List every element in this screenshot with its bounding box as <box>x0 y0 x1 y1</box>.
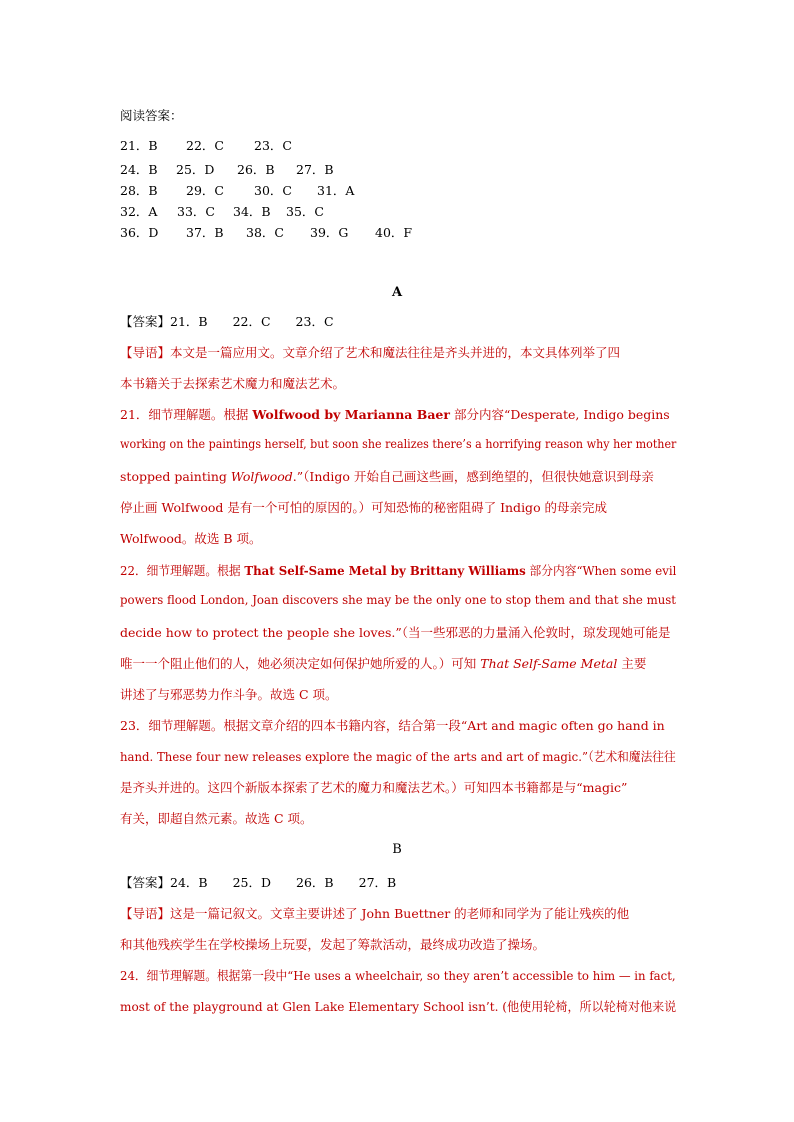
answer-item: 27．B <box>296 162 334 177</box>
answer-row <box>120 181 354 199</box>
answer-item: 36．D <box>120 225 159 240</box>
section-a-answer: 【答案】21．B 22．C 23．C <box>120 314 334 329</box>
q21-text: 21．细节理解题。根据 <box>120 407 253 422</box>
q22-book-title: That Self-Same Metal by Brittany Williams <box>244 563 526 578</box>
answer-item: 21．B <box>120 138 158 153</box>
q24-line: most of the playground at Glen Lake Elementary School isn’t. (他使用轮椅，所以轮椅对他来说 <box>120 999 677 1014</box>
answer-item: 31．A <box>317 183 355 198</box>
answer-item: 32．A <box>120 204 158 219</box>
answer-item: 29．C <box>186 183 224 198</box>
q22-line: 讲述了与邪恶势力作斗争。故选 C 项。 <box>120 687 338 702</box>
section-b-guide-line: 和其他残疾学生在学校操场上玩耍，发起了筹款活动，最终成功改造了操场。 <box>120 937 546 952</box>
section-a-heading: A <box>391 285 403 300</box>
q23-line: 是齐头并进的。这四个新版本探索了艺术的魔力和魔法艺术。）可知四本书籍都是与“magic” <box>120 780 628 795</box>
answer-row <box>120 160 334 178</box>
answers-title: 阅读答案： <box>120 108 183 123</box>
answer-item: 23．C <box>254 138 292 153</box>
q23-line: 23．细节理解题。根据文章介绍的四本书籍内容，结合第一段“Art and magic often go hand in <box>120 718 665 733</box>
section-b-heading: B <box>392 842 402 857</box>
q22-line <box>120 561 676 579</box>
answer-item: 37．B <box>186 225 224 240</box>
q21-text: stopped painting <box>120 469 231 484</box>
q22-line: powers flood London, Joan discovers she may be the only one to stop them and that she must <box>120 592 677 607</box>
answer-item: 28．B <box>120 183 158 198</box>
section-a-guide-line: 【导语】本文是一篇应用文。文章介绍了艺术和魔法往往是齐头并进的，本文具体列举了四 <box>120 345 621 360</box>
q21-italic-title: Wolfwood <box>230 469 293 484</box>
q21-line <box>120 405 670 423</box>
q22-text: 唯一一个阻止他们的人，她必须决定如何保护她所爱的人。）可知 <box>120 656 481 671</box>
q22-text: 主要 <box>617 656 647 671</box>
answer-item: 25．D <box>176 162 215 177</box>
answer-item: 24．B <box>120 162 158 177</box>
q21-line: 停止画 Wolfwood 是有一个可怕的原因的。）可知恐怖的秘密阻碍了 Indigo 的母亲完成 <box>120 500 608 515</box>
answer-item: 33．C <box>177 204 215 219</box>
answer-row <box>120 136 292 154</box>
q22-text: 22．细节理解题。根据 <box>120 563 245 578</box>
answer-item: 34．B <box>233 204 271 219</box>
answer-item: 35．C <box>286 204 324 219</box>
answer-item: 30．C <box>254 183 292 198</box>
q23-line: hand. These four new releases explore the magic of the arts and art of magic.”（艺术和魔法往往 <box>120 749 676 764</box>
answer-row <box>120 202 324 220</box>
answer-item: 22．C <box>186 138 224 153</box>
q21-text: 部分内容“Desperate, Indigo begins <box>449 407 670 422</box>
q23-line: 有关，即超自然元素。故选 C 项。 <box>120 811 313 826</box>
answer-item: 38．C <box>246 225 284 240</box>
answer-item: 26．B <box>237 162 275 177</box>
q24-line: 24．细节理解题。根据第一段中“He uses a wheelchair, so they aren’t accessible to him — in fact, <box>120 968 676 983</box>
q22-italic-title: That Self-Same Metal <box>480 656 618 671</box>
section-b-answer: 【答案】24．B 25．D 26．B 27．B <box>120 875 397 890</box>
answer-row <box>120 223 412 241</box>
q22-line: decide how to protect the people she loves.”（当一些邪恶的力量涌入伦敦时，琼发现她可能是 <box>120 625 671 640</box>
q21-line: Wolfwood。故选 B 项。 <box>120 531 262 546</box>
answer-item: 39．G <box>310 225 349 240</box>
q22-text: 部分内容“When some evil <box>525 563 677 578</box>
q21-line <box>120 467 654 485</box>
section-b-guide-line: 【导语】这是一篇记叙文。文章主要讲述了 John Buettner 的老师和同学为了能让残疾的他 <box>120 906 630 921</box>
q22-line <box>120 654 646 672</box>
section-a-guide-line: 本书籍关于去探索艺术魔力和魔法艺术。 <box>120 376 346 391</box>
q21-text: .”（Indigo 开始自己画这些画，感到绝望的，但很快她意识到母亲 <box>292 469 654 484</box>
answer-item: 40．F <box>375 225 413 240</box>
q21-line: working on the paintings herself, but soon she realizes there’s a horrifying reason why her mother <box>120 436 677 451</box>
q21-book-title: Wolfwood by Marianna Baer <box>252 407 450 422</box>
